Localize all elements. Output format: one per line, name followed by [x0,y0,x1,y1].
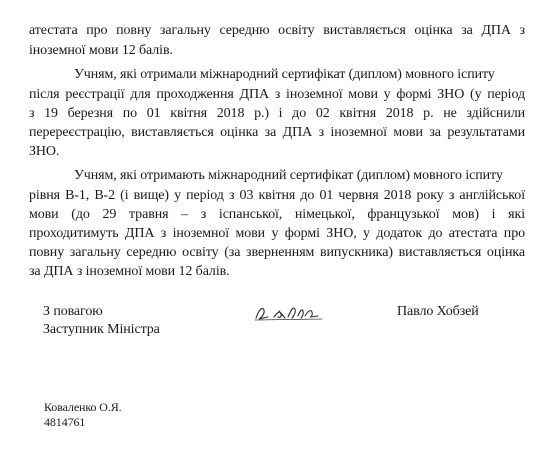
paragraph-2-line-1: Учням, які отримали міжнародний сертифікат (диплом) мовного іспиту [74,67,495,82]
paragraph-3-line-4: проходитимуть ДПА з іноземної мови у формі ЗНО, у додаток до атестата про [29,226,525,241]
paragraph-3-line-2: рівня В-1, В-2 (і вище) у період з 03 квітня до 01 червня 2018 року з англійської [29,188,525,203]
signer-name: Павло Хобзей [397,304,479,319]
paragraph-intro-line-2: іноземної мови 12 балів. [29,43,173,58]
paragraph-2-line-4: перереєстрацію, виставляється оцінка за ДПА з іноземної мови за результатами [29,125,525,140]
paragraph-2-line-2: після реєстрації для проходження ДПА з іноземної мови у формі ЗНО (у період [29,87,525,102]
handwritten-signature [252,301,326,323]
signer-position: Заступник Міністра [43,322,160,337]
paragraph-2-line-5: ЗНО. [29,144,60,159]
paragraph-3-line-3: мови (до 29 травня – з іспанської, німецької, французької мов) і які [29,207,525,222]
paragraph-2-line-3: з 19 березня по 01 квітня 2018 р.) і до 02 квітня 2018 р. не здійснили [29,106,525,121]
paragraph-3-line-6: за ДПА з іноземної мови 12 балів. [29,264,230,279]
executor-name: Коваленко О.Я. [44,400,122,414]
closing-regards: З повагою [43,304,103,319]
paragraph-intro-line-1: атестата про повну загальну середню освіту виставляється оцінка за ДПА з [29,23,525,38]
paragraph-3-line-1: Учням, які отримають міжнародний сертифікат (диплом) мовного іспиту [74,168,503,183]
paragraph-3-line-5: повну загальну середню освіту (за зверненням випускника) виставляється оцінка [29,245,525,260]
executor-phone: 4814761 [44,415,86,429]
